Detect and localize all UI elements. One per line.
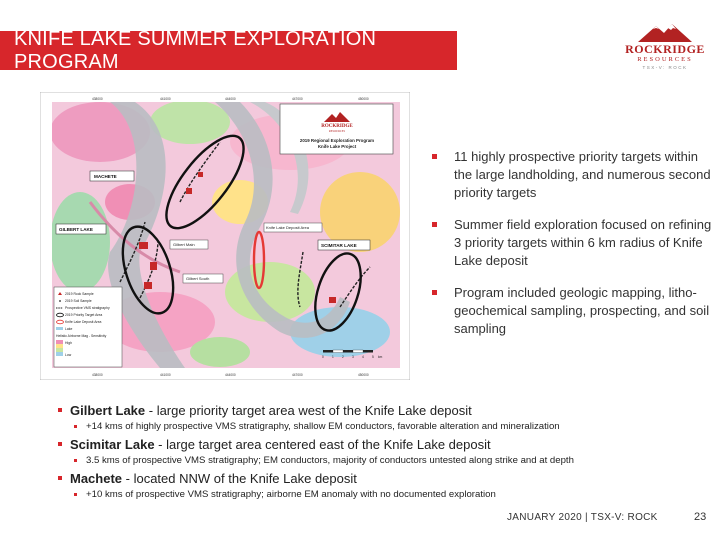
logo-ticker: TSX-V: ROCK <box>642 65 688 70</box>
list-item-text: 11 highly prospective priority targets within the large landholding, and numerous second priority targets <box>454 149 711 200</box>
list-item <box>432 216 714 270</box>
list-item <box>432 148 714 202</box>
gilbert-south-label: Gilbert South <box>186 276 210 281</box>
bullet-square-icon <box>432 222 437 227</box>
mountain-logo-icon <box>638 22 692 42</box>
target-name: Scimitar Lake <box>70 437 155 452</box>
machete-label: MACHETE <box>94 174 117 179</box>
svg-text:Knife Lake Project: Knife Lake Project <box>317 144 357 149</box>
bullet-square-icon <box>74 459 77 462</box>
target-name: Gilbert Lake <box>70 403 146 418</box>
svg-text:Knife Lake Deposit Area: Knife Lake Deposit Area <box>65 320 102 324</box>
list-item-text: Program included geologic mapping, litho-geochemical sampling, prospecting, and soil sampling <box>454 285 710 336</box>
slide-title: KNIFE LAKE SUMMER EXPLORATION PROGRAM <box>0 31 457 70</box>
company-logo <box>616 22 714 76</box>
list-item <box>58 470 708 487</box>
bullet-square-icon <box>432 154 437 159</box>
svg-text:438000: 438000 <box>92 97 103 101</box>
svg-text:1: 1 <box>332 355 334 359</box>
page-number: 23 <box>694 511 707 523</box>
svg-text:441000: 441000 <box>160 373 171 377</box>
svg-text:2019 Rock Sample: 2019 Rock Sample <box>65 292 94 296</box>
target-name: Machete <box>70 471 123 486</box>
list-item-text: Summer field exploration focused on refining 3 priority targets within 6 km radius of Knife Lake deposit <box>454 217 712 268</box>
svg-text:3: 3 <box>352 355 354 359</box>
sub-list-item <box>58 453 708 469</box>
svg-text:km: km <box>378 355 383 359</box>
svg-text:2019 Priority Target Area: 2019 Priority Target Area <box>65 313 103 317</box>
sub-list-item <box>58 487 708 503</box>
logo-sub: RESOURCES <box>637 56 693 63</box>
gilbert-main-label: Gilbert Main <box>173 242 195 247</box>
map-title-box <box>280 104 393 154</box>
bullet-square-icon <box>58 442 62 446</box>
scimitar-lake-label: SCIMITAR LAKE <box>321 243 357 248</box>
gilbert-lake-label: GILBERT LAKE <box>59 227 93 232</box>
bullet-square-icon <box>432 290 437 295</box>
svg-text:447000: 447000 <box>292 97 303 101</box>
footer-text: JANUARY 2020 | TSX-V: ROCK <box>507 512 658 523</box>
svg-text:444000: 444000 <box>225 373 236 377</box>
right-bullet-list <box>432 148 714 352</box>
svg-text:Prospective VMS stratigraphy: Prospective VMS stratigraphy <box>65 306 110 310</box>
list-item <box>58 436 708 453</box>
bullet-square-icon <box>74 425 77 428</box>
svg-text:Low: Low <box>65 353 72 357</box>
bullet-square-icon <box>74 493 77 496</box>
svg-text:447000: 447000 <box>292 373 303 377</box>
svg-text:5: 5 <box>372 355 374 359</box>
svg-text:ROCKRIDGE: ROCKRIDGE <box>321 124 353 129</box>
exploration-map <box>40 92 410 380</box>
svg-text:RESOURCES: RESOURCES <box>328 130 346 133</box>
svg-text:Helistic Airborne Mag - Sensit: Helistic Airborne Mag - Sensitivity <box>56 334 107 338</box>
target-description: - large priority target area west of the Knife Lake deposit <box>145 403 472 418</box>
svg-text:2019 Soil Sample: 2019 Soil Sample <box>65 299 92 303</box>
svg-text:Lake: Lake <box>65 327 73 331</box>
svg-text:441000: 441000 <box>160 97 171 101</box>
svg-text:438000: 438000 <box>92 373 103 377</box>
bullet-square-icon <box>58 408 62 412</box>
list-item <box>432 284 714 338</box>
list-item <box>58 402 708 419</box>
target-description: - located NNW of the Knife Lake deposit <box>122 471 357 486</box>
svg-text:0: 0 <box>322 355 324 359</box>
logo-name: ROCKRIDGE <box>625 42 705 56</box>
sub-item-text: +14 kms of highly prospective VMS stratigraphy, shallow EM conductors, favorable alteration and mineralization <box>86 421 560 432</box>
sub-item-text: 3.5 kms of prospective VMS stratigraphy; EM conductors, majority of conductors untested along strike and at depth <box>86 455 574 466</box>
bottom-bullet-list <box>58 402 708 504</box>
svg-text:2019 Regional Exploration Prog: 2019 Regional Exploration Program <box>299 138 375 143</box>
bullet-square-icon <box>58 476 62 480</box>
svg-text:450000: 450000 <box>358 97 369 101</box>
svg-text:444000: 444000 <box>225 97 236 101</box>
svg-text:450000: 450000 <box>358 373 369 377</box>
map-legend <box>54 287 122 367</box>
sub-item-text: +10 kms of prospective VMS stratigraphy; airborne EM anomaly with no documented exploration <box>86 489 496 500</box>
svg-text:2: 2 <box>342 355 344 359</box>
sub-list-item <box>58 419 708 435</box>
target-description: - large target area centered east of the Knife Lake deposit <box>154 437 491 452</box>
knife-lake-deposit-label: Knife Lake Deposit Area <box>266 225 309 230</box>
svg-text:4: 4 <box>362 355 364 359</box>
svg-text:High: High <box>65 341 72 345</box>
